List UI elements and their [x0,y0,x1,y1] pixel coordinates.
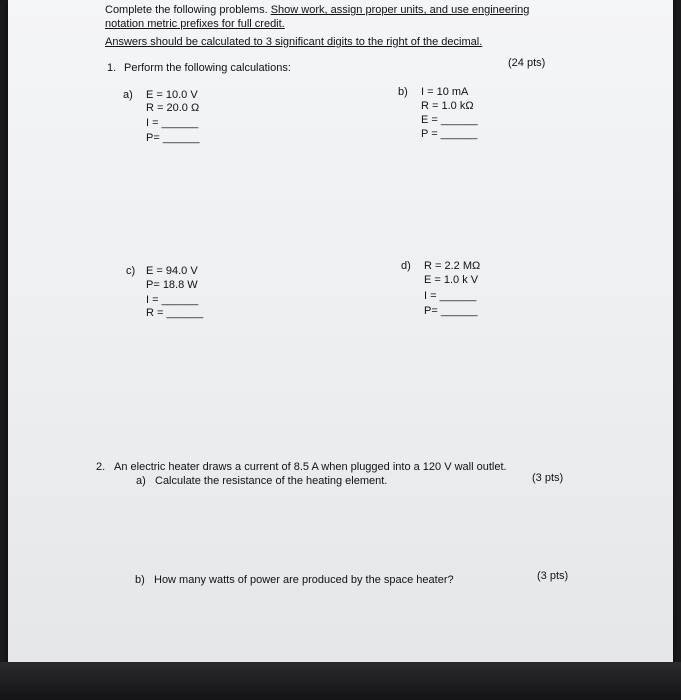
part-b-answer-e[interactable]: E = ______ [421,114,478,126]
instructions-line-2: notation metric prefixes for full credit. [105,18,285,30]
part-b-label: b) [398,86,408,98]
part-b-answer-p[interactable]: P = ______ [421,128,478,140]
part-b-given-r: R = 1.0 kΩ [421,100,474,112]
problem-2-part-a-points: (3 pts) [532,472,564,484]
part-d-answer-p[interactable]: P= ______ [424,305,478,317]
instructions-line-1: Complete the following problems. Show work, assign proper units, and use engineering [105,4,530,16]
part-a-answer-p[interactable]: P= ______ [146,132,200,144]
problem-2-part-b-label: b) [135,574,145,586]
part-c-given-p: P= 18.8 W [146,279,198,291]
problem-2-part-b-text: How many watts of power are produced by the space heater? [154,574,454,586]
underlined-instruction: Show work, assign proper units, and use engineering [270,4,530,16]
part-d-answer-i[interactable]: I = ______ [424,290,477,302]
part-a-label: a) [123,89,133,101]
part-a-answer-i[interactable]: I = ______ [146,117,199,129]
part-c-given-e: E = 94.0 V [146,265,198,277]
show-through-text [148,180,151,194]
part-a-given-e: E = 10.0 V [146,89,198,101]
part-d-given-e: E = 1.0 k V [424,274,479,286]
worksheet-page [8,0,673,670]
problem-1-prompt: Perform the following calculations: [124,62,291,74]
dark-background [0,662,681,700]
problem-2-part-b-points: (3 pts) [537,570,569,582]
part-c-label: c) [126,265,136,277]
part-a-given-r: R = 20.0 Ω [146,102,200,114]
problem-2-number: 2. [96,461,106,473]
problem-2-part-a-text: Calculate the resistance of the heating element. [155,475,388,487]
part-d-label: d) [401,260,411,272]
problem-2-prompt: An electric heater draws a current of 8.5 A when plugged into a 120 V wall outlet. [114,461,507,473]
part-b-given-i: I = 10 mA [421,86,469,98]
problem-1-number: 1. [107,62,117,74]
problem-1-points: (24 pts) [508,57,546,69]
problem-2-part-a-label: a) [136,475,146,487]
instructions-line-3: Answers should be calculated to 3 significant digits to the right of the decimal. [105,36,483,48]
part-d-given-r: R = 2.2 MΩ [424,260,481,272]
part-c-answer-i[interactable]: I = ______ [146,294,199,306]
part-c-answer-r[interactable]: R = ______ [146,307,204,319]
